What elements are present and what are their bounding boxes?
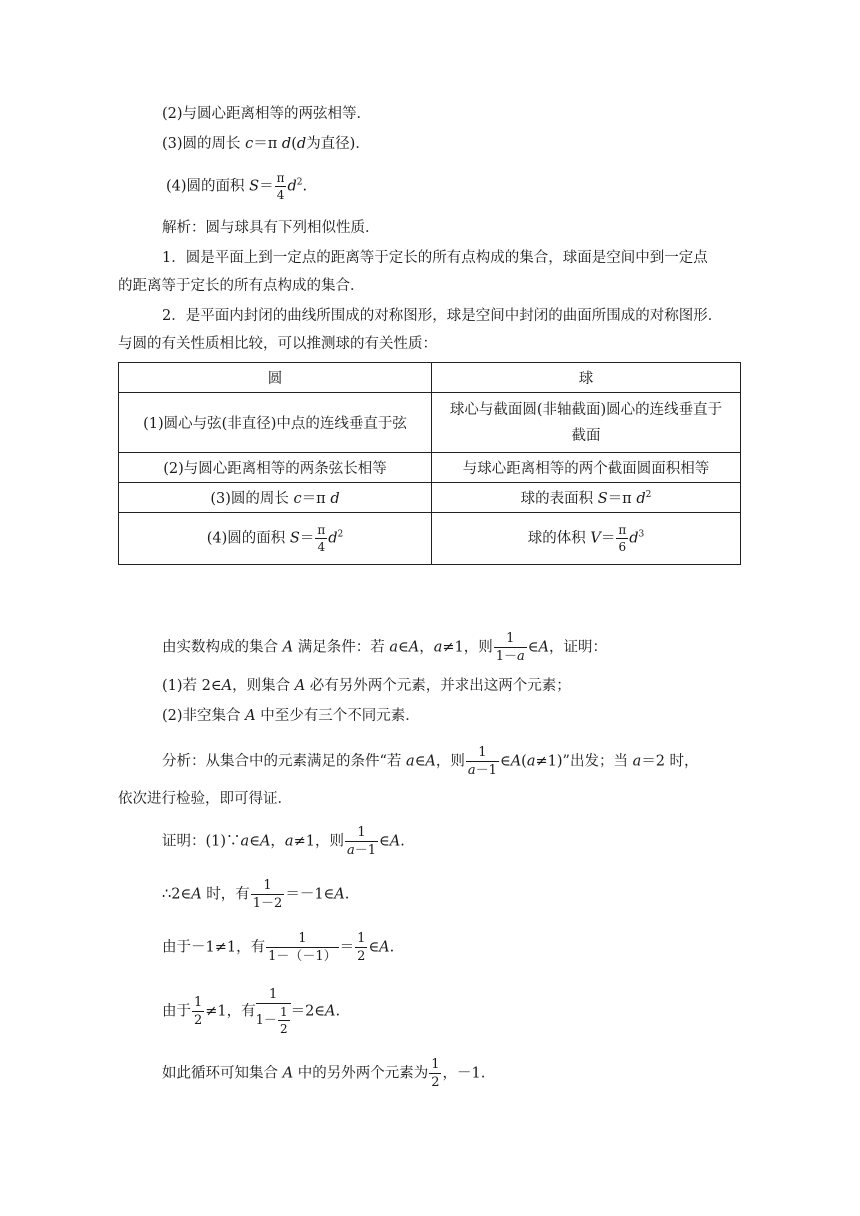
analysis-p3: 与圆的有关性质相比较，可以推测球的有关性质： [118, 336, 437, 352]
fraction: $\frac{\pi}{4}$ [317, 523, 326, 554]
proof-line-3: 由于－1≠1，有 $\frac{1}{1-(-1)}$ ＝ $\frac{1}{2}$ ∈A. [162, 931, 395, 964]
cell-sphere: 球心与截面圆(非轴截面)圆心的连线垂直于 截面 [432, 393, 741, 453]
cell-circle: (2)与圆心距离相等的两条弦长相等 [119, 453, 432, 483]
cell-circle: (3)圆的周长 c＝π d [119, 483, 432, 513]
header-circle: 圆 [119, 363, 432, 393]
fraction: $\frac{1}{2}$ [279, 1005, 288, 1036]
proof-conclusion: 如此循环可知集合 A 中的另外两个元素为 $\frac{1}{2}$ ，－1. [162, 1057, 486, 1090]
fraction: $\frac{1}{1-2}$ [252, 878, 283, 911]
cell-circle: (4)圆的面积 S＝ $\frac{\pi}{4}$ $d^2$ [119, 513, 432, 565]
cell-sphere: 球的表面积 S＝π $d^2$ [432, 483, 741, 513]
table-row [119, 513, 741, 565]
fraction: $\frac{1}{2}$ [431, 1057, 440, 1090]
header-sphere: 球 [432, 363, 741, 393]
fraction: $\frac{\pi}{6}$ [618, 523, 627, 554]
table-row [119, 483, 741, 513]
proof-line-4: 由于 $\frac{1}{2}$ ≠1，有 1 1－ $\frac{1}{2}$ ＝2∈A. [162, 987, 341, 1036]
question-1: (1)若 2∈A，则集合 A 必有另外两个元素，并求出这两个元素； [162, 678, 571, 694]
question-2: (2)非空集合 A 中至少有三个不同元素． [162, 708, 420, 724]
problem-statement: 由实数构成的集合 A 满足条件：若 a∈A，a≠1，则 $\frac{1}{1-a}$ ∈A，证明： [162, 631, 607, 664]
table-row [119, 393, 741, 453]
property-2-line: (2)与圆心距离相等的两弦相等． [162, 106, 372, 122]
comparison-table [118, 362, 741, 565]
fraction: $\frac{1}{1-a}$ [495, 631, 525, 664]
proof-line-1: 证明：(1)∵a∈A，a≠1，则 $\frac{1}{a-1}$ ∈A. [162, 825, 405, 858]
property-4-line: (4)圆的面积 S＝ $\frac{\pi}{4}$ $d^2$. [166, 171, 308, 202]
analysis-line-1: 分析：从集合中的元素满足的条件“若 a∈A，则 $\frac{1}{a-1}$ ∈A(a≠1)”出发；当 a＝2 时， [162, 745, 699, 778]
cell-sphere: 与球心距离相等的两个截面圆面积相等 [432, 453, 741, 483]
fraction: $\frac{1}{1-(-1)}$ [268, 931, 337, 964]
cell-circle: (1)圆心与弦(非直径)中点的连线垂直于弦 [119, 393, 432, 453]
analysis-line-2: 依次进行检验，即可得证． [118, 791, 292, 807]
fraction: $\frac{1}{a-1}$ [467, 745, 497, 778]
fraction: $\frac{1}{2}$ [357, 931, 366, 964]
analysis-intro: 解析：圆与球具有下列相似性质． [162, 220, 380, 236]
cell-sphere: 球的体积 V＝ $\frac{\pi}{6}$ $d^3$ [432, 513, 741, 565]
analysis-p2: 2．是平面内封闭的曲线所围成的对称图形，球是空间中封闭的曲面所围成的对称图形． [162, 308, 723, 324]
table-header-row [119, 363, 741, 393]
proof-line-2: ∴2∈A 时，有 $\frac{1}{1-2}$ ＝－1∈A. [162, 878, 350, 911]
compound-fraction: 1 1－ $\frac{1}{2}$ [256, 988, 291, 1035]
analysis-p1b: 的距离等于定长的所有点构成的集合． [118, 278, 365, 294]
property-3-line: (3)圆的周长 c＝π d(d为直径)． [162, 136, 370, 152]
fraction: $\frac{1}{2}$ [194, 995, 203, 1028]
fraction: $\frac{\pi}{4}$ [276, 171, 285, 202]
fraction: $\frac{1}{a-1}$ [346, 825, 376, 858]
table-row [119, 453, 741, 483]
analysis-p1a: 1．圆是平面上到一定点的距离等于定长的所有点构成的集合，球面是空间中到一定点 [162, 250, 708, 266]
